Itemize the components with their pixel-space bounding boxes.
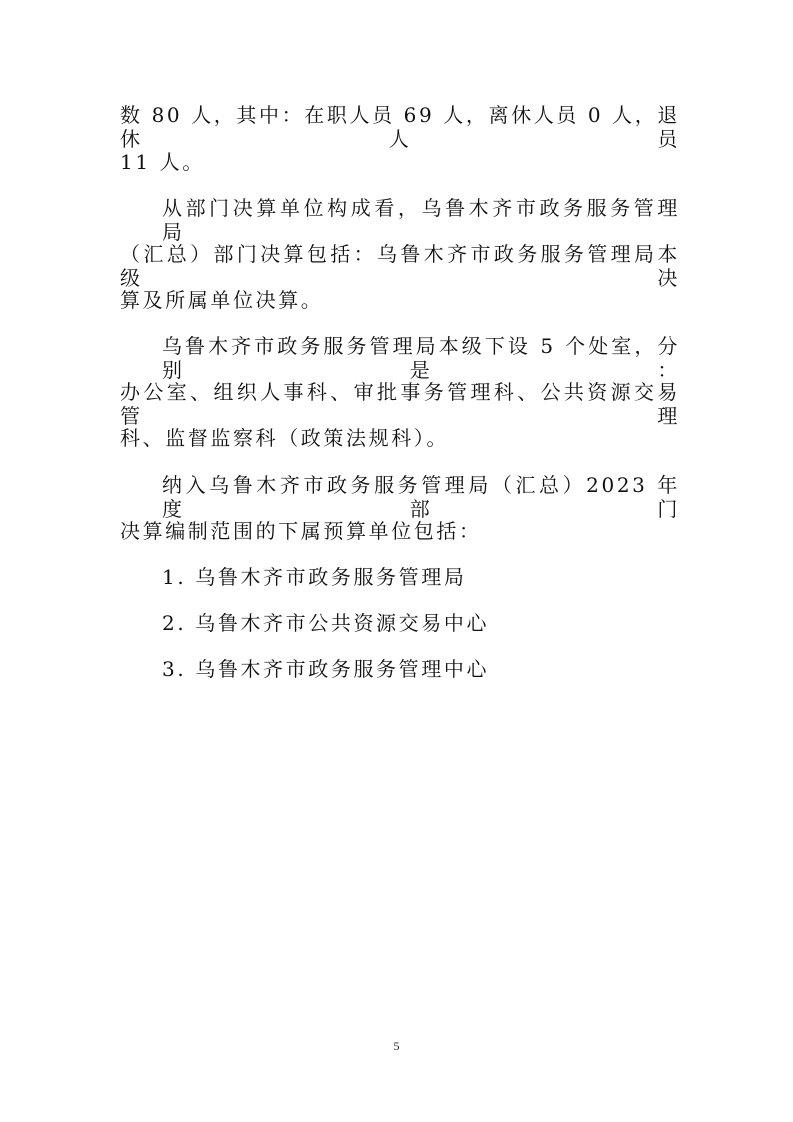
page-number: 5 bbox=[393, 1039, 400, 1053]
list-item-2: 2. 乌鲁木齐市公共资源交易中心 bbox=[162, 611, 490, 635]
paragraph-2-line-1: 从部门决算单位构成看，乌鲁木齐市政务服务管理局 bbox=[162, 196, 680, 244]
paragraph-3-line-2: 办公室、组织人事科、审批事务管理科、公共资源交易管理 bbox=[120, 380, 680, 428]
paragraph-1-line-2: 11 人。 bbox=[120, 150, 205, 174]
paragraph-2-line-2: （汇总）部门决算包括：乌鲁木齐市政务服务管理局本级决 bbox=[120, 242, 680, 290]
paragraph-4-line-1: 纳入乌鲁木齐市政务服务管理局（汇总）2023 年度部门 bbox=[162, 473, 680, 521]
paragraph-1-line-1: 数 80 人，其中：在职人员 69 人，离休人员 0 人，退休人员 bbox=[120, 103, 680, 151]
paragraph-2-line-3: 算及所属单位决算。 bbox=[120, 288, 324, 312]
paragraph-3-line-3: 科、监督监察科（政策法规科）。 bbox=[120, 426, 449, 450]
paragraph-4-line-2: 决算编制范围的下属预算单位包括： bbox=[120, 519, 482, 543]
paragraph-3-line-1: 乌鲁木齐市政务服务管理局本级下设 5 个处室，分别是： bbox=[162, 334, 680, 382]
list-item-1: 1. 乌鲁木齐市政务服务管理局 bbox=[162, 565, 467, 589]
list-item-3: 3. 乌鲁木齐市政务服务管理中心 bbox=[162, 657, 490, 681]
